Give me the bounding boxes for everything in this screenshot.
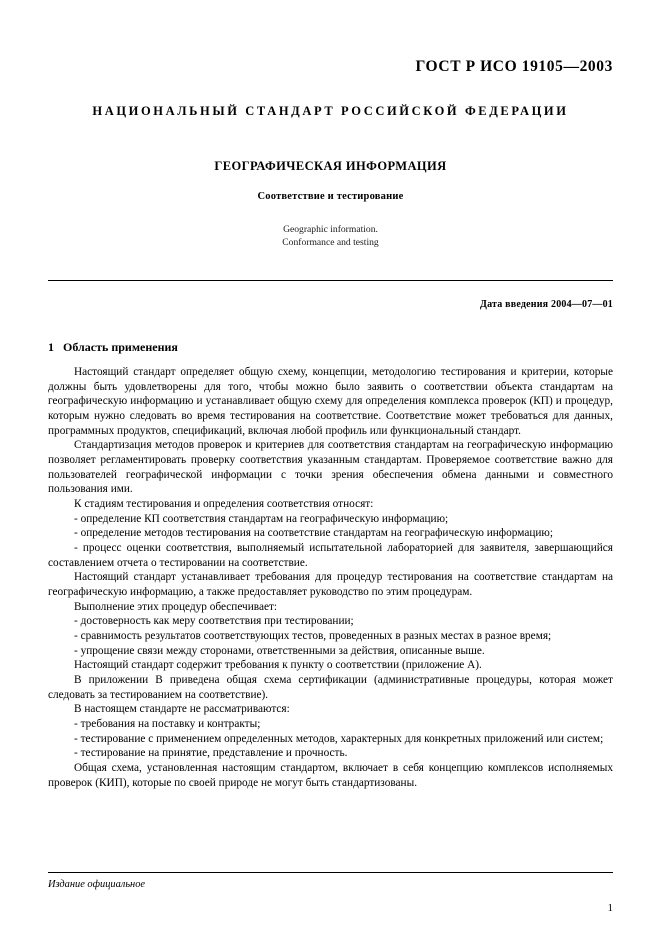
page-number: 1 [607,902,613,914]
list-item: - определение методов тестирования на соответствие стандартам на географическую информацию; [74,527,553,540]
introduction-date: Дата введения 2004—07—01 [480,298,613,310]
paragraph: Настоящий стандарт устанавливает требования для процедур тестирования на соответствие стандартам на географическую информацию, а также предоставляет руководство по этим процедурам. [48,571,613,598]
paragraph: В приложении В приведена общая схема сертификации (административные процедуры, которая может следовать за тестированием на соответствие). [48,673,613,701]
paragraph: К стадиям тестирования и определения соответствия относят: [74,497,374,510]
paragraph: Стандартизация методов проверок и критериев для соответствия стандартам на географическую информацию позволяет регламентировать проверку соответствия указанным стандартам. Проверяемое соответствие важно для пользователей географической информации с точки зрения обеспечения обмена данными и совместного пользования ими. [48,439,613,496]
footer-note: Издание официальное [48,879,146,890]
list-item: - сравнимость результатов соответствующих тестов, проведенных в разных местах в разное время; [74,629,552,642]
list-item: - тестирование на принятие, представление и прочность. [74,747,348,760]
paragraph: Настоящий стандарт определяет общую схему, концепции, методологию тестирования и критерии, которые должны быть удовлетворены для того, чтобы можно было заявить о соответствии объекта стандартам на географическую информацию и устанавливает общую схему для определения комплекса проверок (КП) и процедур, которым нужно следовать во время тестирования на соответствие. Соответствие может требоваться для данных, программных продуктов, спецификаций, включая любой профиль или функциональный стандарт. [48,365,613,437]
list-item: - определение КП соответствия стандартам на географическую информацию; [74,512,449,525]
section-number: 1 [48,339,54,354]
english-title-line-2: Conformance and testing [282,236,379,248]
document-title: ГЕОГРАФИЧЕСКАЯ ИНФОРМАЦИЯ [214,159,447,173]
document-subtitle: Соответствие и тестирование [257,191,404,202]
list-item: - тестирование с применением определенных методов, характерных для конкретных приложений или систем; [74,732,604,745]
paragraph: В настоящем стандарте не рассматриваются: [74,703,290,716]
section-heading [48,340,613,355]
page-footer [48,872,613,890]
footer-divider [48,872,613,873]
english-title-line-1: Geographic information. [283,224,378,235]
paragraph: Общая схема, установленная настоящим стандартом, включает в себя концепцию комплексов исполняемых проверок (КИП), которые по своей природе не могут быть стандартизованы. [48,762,613,789]
title-block [48,159,613,250]
paragraph: Настоящий стандарт содержит требования к пункту о соответствии (приложение А). [74,659,482,672]
list-item: - процесс оценки соответствия, выполняемый испытательной лабораторией для заявителя, завершающийся составлением отчета о тестировании на соответствие. [48,541,613,569]
english-title [48,224,613,250]
standard-code: ГОСТ Р ИСО 19105—2003 [415,58,613,75]
national-standard-header: НАЦИОНАЛЬНЫЙ СТАНДАРТ РОССИЙСКОЙ ФЕДЕРАЦИИ [92,104,569,118]
section-title: Область применения [63,339,178,354]
list-item: - упрощение связи между сторонами, ответственными за действия, описанные выше. [74,644,485,657]
paragraph: Выполнение этих процедур обеспечивает: [74,600,278,613]
header-divider [48,280,613,281]
list-item: - требования на поставку и контракты; [74,718,261,730]
list-item: - достоверность как меру соответствия при тестировании; [74,615,354,628]
